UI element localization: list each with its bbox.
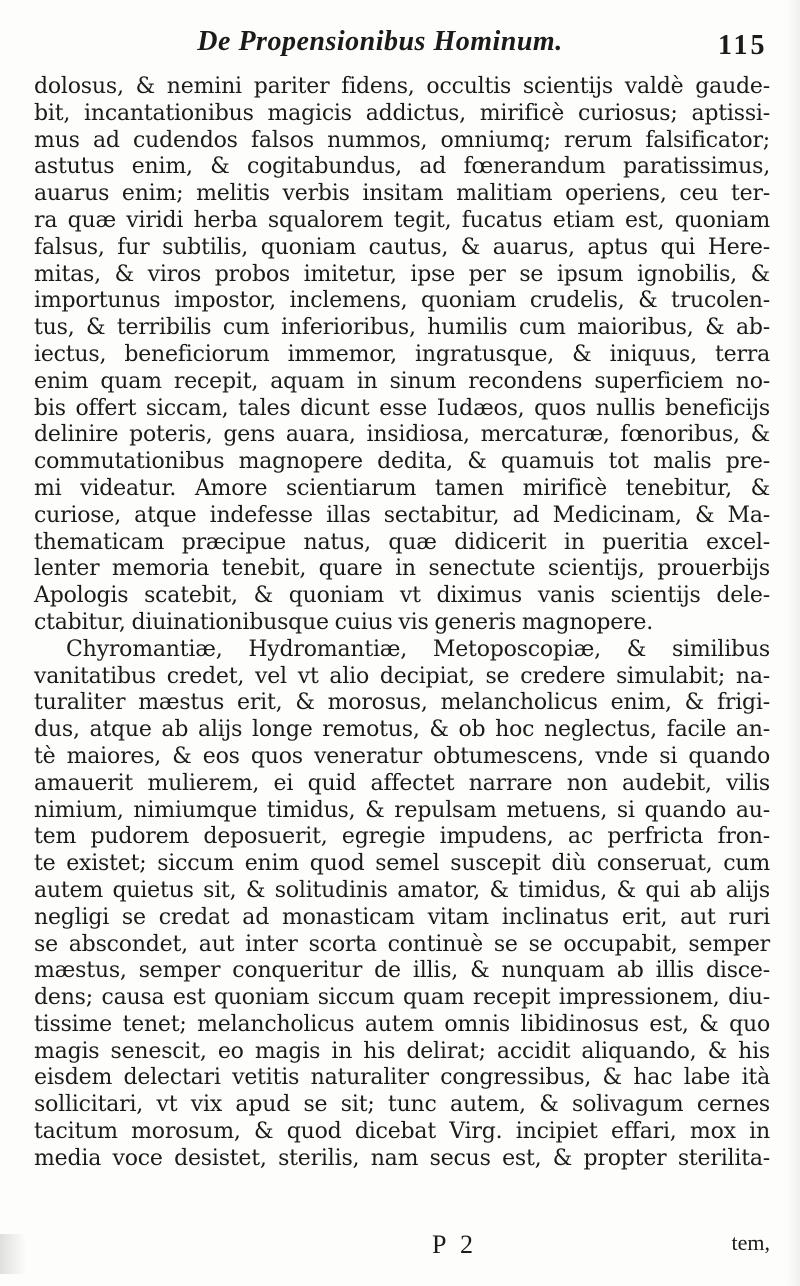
- text-line: dens; causa est quoniam siccum quam recepit impressionem, diu-: [34, 985, 770, 1011]
- text-line: mus ad cudendos falsos nummos, omniumq; rerum falsificator;: [34, 127, 770, 153]
- text-line: nimium, nimiumque timidus, & repulsam metuens, si quando au-: [34, 797, 770, 823]
- body-text: [34, 74, 770, 1173]
- text-line: eisdem delectari vetitis naturaliter congressibus, & hac labe ità: [34, 1065, 770, 1091]
- text-line: mitas, & viros probos imitetur, ipse per se ipsum ignobilis, &: [34, 261, 770, 287]
- page-edge-shadow: [786, 0, 800, 1286]
- text-line: bit, incantationibus magicis addictus, mirificè curiosus; aptissi-: [34, 100, 770, 126]
- signature-mark: P 2: [432, 1230, 477, 1259]
- text-line: tacitum morosum, & quod dicebat Virg. incipiet effari, mox in: [34, 1119, 770, 1145]
- text-line: tus, & terribilis cum inferioribus, humilis cum maioribus, & ab-: [34, 315, 770, 341]
- text-line: negligi se credat ad monasticam vitam inclinatus erit, aut ruri: [34, 904, 770, 930]
- paragraph-first-line: Chyromantiæ, Hydromantiæ, Metoposcopiæ, & similibus: [66, 636, 770, 662]
- text-line: autem quietus sit, & solitudinis amator, & timidus, & qui ab alijs: [34, 877, 770, 903]
- text-line: astutus enim, & cogitabundus, ad fœnerandum paratissimus,: [34, 154, 770, 180]
- text-line: delinire poteris, gens auara, insidiosa, mercaturæ, fœnoribus, &: [34, 422, 770, 448]
- text-line: lenter memoria tenebit, quare in senectute scientijs, prouerbijs: [34, 556, 770, 582]
- text-line: tem pudorem deposuerit, egregie impudens, ac perfricta fron-: [34, 824, 770, 850]
- running-title: De Propensionibus Hominum.: [197, 26, 563, 57]
- text-line: tissime tenet; melancholicus autem omnis libidinosus est, & quo: [34, 1011, 770, 1037]
- text-line: iectus, beneficiorum immemor, ingratusque, & iniquus, terra: [34, 341, 770, 367]
- text-line: turaliter mæstus erit, & morosus, melancholicus enim, & frigi-: [34, 690, 770, 716]
- text-line: bis offert siccam, tales dicunt esse Iudæos, quos nullis beneficijs: [34, 395, 770, 421]
- text-line: thematicam præcipue natus, quæ didicerit in pueritia excel-: [34, 529, 770, 555]
- page-corner-shadow: [0, 1234, 26, 1274]
- text-line: se abscondet, aut inter scorta continuè se se occupabit, semper: [34, 931, 770, 957]
- text-line: ra quæ viridi herba squalorem tegit, fucatus etiam est, quoniam: [34, 207, 770, 233]
- text-line: dolosus, & nemini pariter fidens, occultis scientijs valdè gaude-: [34, 74, 770, 99]
- text-line: Apologis scatebit, & quoniam vt diximus vanis scientijs dele-: [34, 583, 770, 609]
- text-line: magis senescit, eo magis in his delirat; accidit aliquando, & his: [34, 1038, 770, 1064]
- text-line: sollicitari, vt vix apud se sit; tunc autem, & solivagum cernes: [34, 1092, 770, 1118]
- text-line: mi videatur. Amore scientiarum tamen mirificè tenebitur, &: [34, 475, 770, 501]
- text-line: enim quam recepit, aquam in sinum recondens superficiem no-: [34, 368, 770, 394]
- text-line: auarus enim; melitis verbis insitam malitiam operiens, ceu ter-: [34, 181, 770, 207]
- text-line: mæstus, semper conqueritur de illis, & nunquam ab illis disce-: [34, 958, 770, 984]
- text-line: dus, atque ab alijs longe remotus, & ob hoc neglectus, facile an-: [34, 717, 770, 743]
- page-footer: [34, 1230, 770, 1260]
- text-line: importunus impostor, inclemens, quoniam crudelis, & trucolen-: [34, 288, 770, 314]
- text-line: falsus, fur subtilis, quoniam cautus, & auarus, aptus qui Here-: [34, 234, 770, 260]
- page-number: 115: [718, 30, 768, 61]
- text-line: media voce desistet, sterilis, nam secus est, & propter sterilita-: [34, 1145, 770, 1171]
- text-line: amauerit mulierem, ei quid affectet narrare non audebit, vilis: [34, 770, 770, 796]
- text-line: tè maiores, & eos quos veneratur obtumescens, vnde si quando: [34, 743, 770, 769]
- text-line: ctabitur, diuinationibusque cuius vis generis magnopere.: [34, 609, 653, 635]
- text-line: vanitatibus credet, vel vt alio decipiat, se credere simulabit; na-: [34, 663, 770, 689]
- text-line: te existet; siccum enim quod semel suscepit diù conseruat, cum: [34, 851, 770, 877]
- catchword: tem,: [731, 1230, 770, 1255]
- text-line: curiose, atque indefesse illas sectabitur, ad Medicinam, & Ma-: [34, 502, 770, 528]
- text-line: commutationibus magnopere dedita, & quamuis tot malis pre-: [34, 449, 770, 475]
